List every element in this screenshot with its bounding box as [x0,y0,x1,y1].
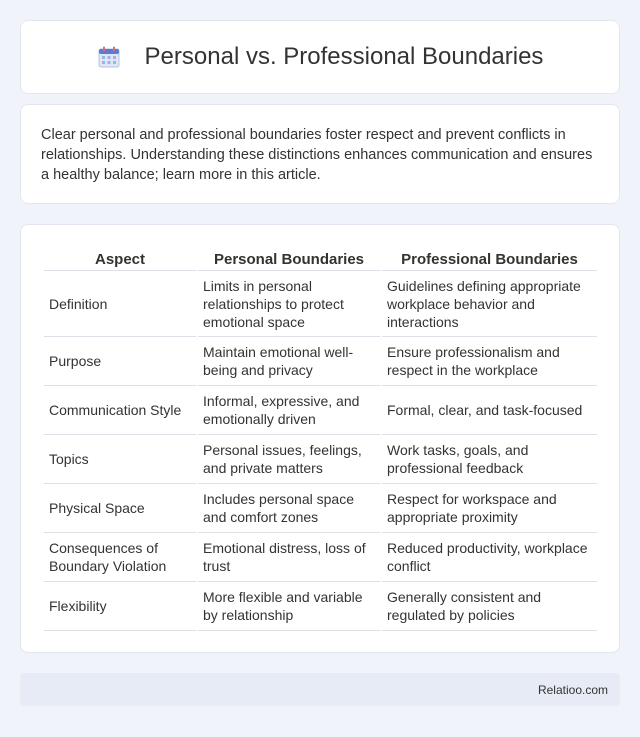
intro-paragraph: Clear personal and professional boundaries foster respect and prevent conflicts in relationships. Understanding these distinctions enhances communication and ensures a healthy balance; learn more in this article. [41,127,593,183]
intro-card [20,104,620,204]
footer-bar [20,673,620,706]
table-cell-aspect: Definition [44,271,196,337]
column-header-professional: Professional Boundaries [382,245,597,271]
table-cell-professional: Generally consistent and regulated by policies [382,582,597,631]
table-row [44,533,597,582]
table-cell-personal: More flexible and variable by relationship [198,582,380,631]
comparison-table [42,245,599,631]
table-cell-aspect: Consequences of Boundary Violation [44,533,196,582]
table-row [44,582,597,631]
table-cell-professional: Reduced productivity, workplace conflict [382,533,597,582]
page-title: Personal vs. Professional Boundaries [144,43,544,70]
table-cell-professional: Formal, clear, and task-focused [382,386,597,435]
table-cell-aspect: Physical Space [44,484,196,533]
table-cell-aspect: Topics [44,435,196,484]
table-cell-personal: Personal issues, feelings, and private matters [198,435,380,484]
table-row [44,435,597,484]
column-header-personal: Personal Boundaries [198,245,380,271]
table-cell-personal: Maintain emotional well-being and privacy [198,337,380,386]
comparison-table-card [20,224,620,653]
table-row [44,386,597,435]
table-cell-professional: Ensure professionalism and respect in the workplace [382,337,597,386]
table-row [44,271,597,337]
table-cell-personal: Limits in personal relationships to protect emotional space [198,271,380,337]
table-cell-professional: Guidelines defining appropriate workplace behavior and interactions [382,271,597,337]
table-cell-personal: Informal, expressive, and emotionally driven [198,386,380,435]
footer-brand: Relatioo.com [537,682,608,697]
table-row [44,484,597,533]
table-cell-professional: Work tasks, goals, and professional feedback [382,435,597,484]
calendar-icon [97,45,121,69]
table-cell-professional: Respect for workspace and appropriate proximity [382,484,597,533]
table-cell-personal: Includes personal space and comfort zones [198,484,380,533]
column-header-aspect: Aspect [44,245,196,271]
header-card [20,20,620,94]
table-cell-aspect: Flexibility [44,582,196,631]
table-cell-aspect: Purpose [44,337,196,386]
table-cell-aspect: Communication Style [44,386,196,435]
table-header-row [44,245,597,271]
table-row [44,337,597,386]
table-cell-personal: Emotional distress, loss of trust [198,533,380,582]
